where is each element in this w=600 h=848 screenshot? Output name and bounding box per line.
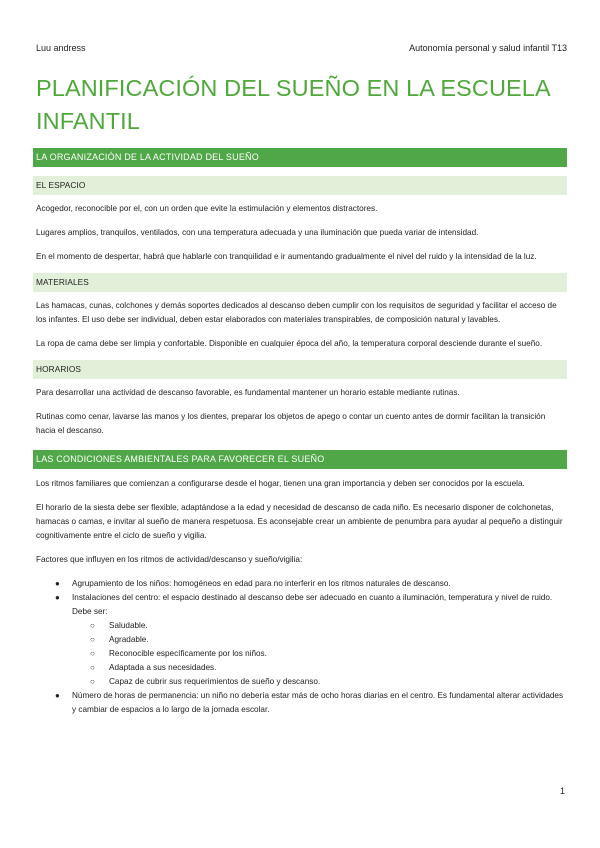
bullet-icon: ● <box>55 691 60 700</box>
factors-list <box>33 577 567 717</box>
paragraph: Para desarrollar una actividad de descanso favorable, es fundamental mantener un horario estable mediante rutinas. <box>36 388 460 397</box>
header-course: Autonomía personal y salud infantil T13 <box>409 43 567 53</box>
bullet-icon: ● <box>55 579 60 588</box>
subheading-espacio: EL ESPACIO <box>33 176 567 195</box>
bullet-icon: ● <box>55 593 60 602</box>
paragraph: Factores que influyen en los ritmos de actividad/descanso y sueño/vigilia: <box>36 555 303 564</box>
paragraph: La ropa de cama debe ser limpia y confortable. Disponible en cualquier época del año, la temperatura corporal desciende durante el sueño. <box>36 339 543 348</box>
section-heading-organizacion: LA ORGANIZACIÓN DE LA ACTIVIDAD DEL SUEÑO <box>33 148 567 167</box>
circle-bullet-icon: ○ <box>90 663 95 672</box>
paragraph: Los ritmos familiares que comienzan a configurarse desde el hogar, tienen una gran importancia y deben ser conocidos por la escuela. <box>36 479 525 488</box>
paragraph: Las hamacas, cunas, colchones y demás soportes dedicados al descanso deben cumplir con los requisitos de seguridad y facilitar el acceso de los infantes. El uso debe ser individual, deben estar elaborados con materiales transpirables, de composición natural y lavables. <box>36 301 557 324</box>
circle-bullet-icon: ○ <box>90 677 95 686</box>
page-number: 1 <box>559 786 565 796</box>
sub-list-item: ○ Saludable. <box>33 619 567 633</box>
paragraph: El horario de la siesta debe ser flexible, adaptándose a la edad y necesidad de descanso de cada niño. Es necesario disponer de colchonetas, hamacas o camas, e invitar al sueño de manera respetuosa. Es aconsejable crear un ambiente de penumbra para ayudar al pequeño a distinguir cognitivamente entre el ciclo de sueño y vigilia. <box>36 503 563 540</box>
circle-bullet-icon: ○ <box>90 621 95 630</box>
subheading-horarios: HORARIOS <box>33 360 567 379</box>
paragraph: En el momento de despertar, habrá que hablarle con tranquilidad e ir aumentando gradualmente el nivel del ruido y la intensidad de la luz. <box>36 252 537 261</box>
paragraph: Lugares amplios, tranquilos, ventilados, con una temperatura adecuada y una iluminación que pueda variar de intensidad. <box>36 228 479 237</box>
sub-list-item: ○ Adaptada a sus necesidades. <box>33 661 567 675</box>
list-item: ● Agrupamiento de los niños: homogéneos en edad para no interferir en los ritmos naturales de descanso. <box>33 577 567 591</box>
list-item: ● Número de horas de permanencia: un niño no debería estar más de ocho horas diarias en el centro. Es fundamental alterar actividades y cambiar de espacios a lo largo de la jornada escolar. <box>55 691 564 714</box>
document-body <box>33 148 567 717</box>
paragraph: Rutinas como cenar, lavarse las manos y los dientes, preparar los objetos de apego o contar un cuento antes de dormir facilitan la transición hacia el descanso. <box>36 412 546 435</box>
circle-bullet-icon: ○ <box>90 649 95 658</box>
page-title: PLANIFICACIÓN DEL SUEÑO EN LA ESCUELA INFANTIL <box>36 75 550 134</box>
sub-list-item: ○ Reconocible específicamente por los niños. <box>33 647 567 661</box>
subheading-materiales: MATERIALES <box>33 273 567 292</box>
sub-list-item: ○ Agradable. <box>33 633 567 647</box>
section-heading-condiciones: LAS CONDICIONES AMBIENTALES PARA FAVORECER EL SUEÑO <box>33 450 567 469</box>
list-item: ● Instalaciones del centro: el espacio destinado al descanso debe ser adecuado en cuanto a iluminación, temperatura y nivel de ruido. Debe ser: <box>55 593 553 616</box>
sub-list-item: ○ Capaz de cubrir sus requerimientos de sueño y descanso. <box>33 675 567 689</box>
circle-bullet-icon: ○ <box>90 635 95 644</box>
header-author: Luu andress <box>36 43 86 53</box>
paragraph: Acogedor, reconocible por el, con un orden que evite la estimulación y elementos distractores. <box>36 204 378 213</box>
